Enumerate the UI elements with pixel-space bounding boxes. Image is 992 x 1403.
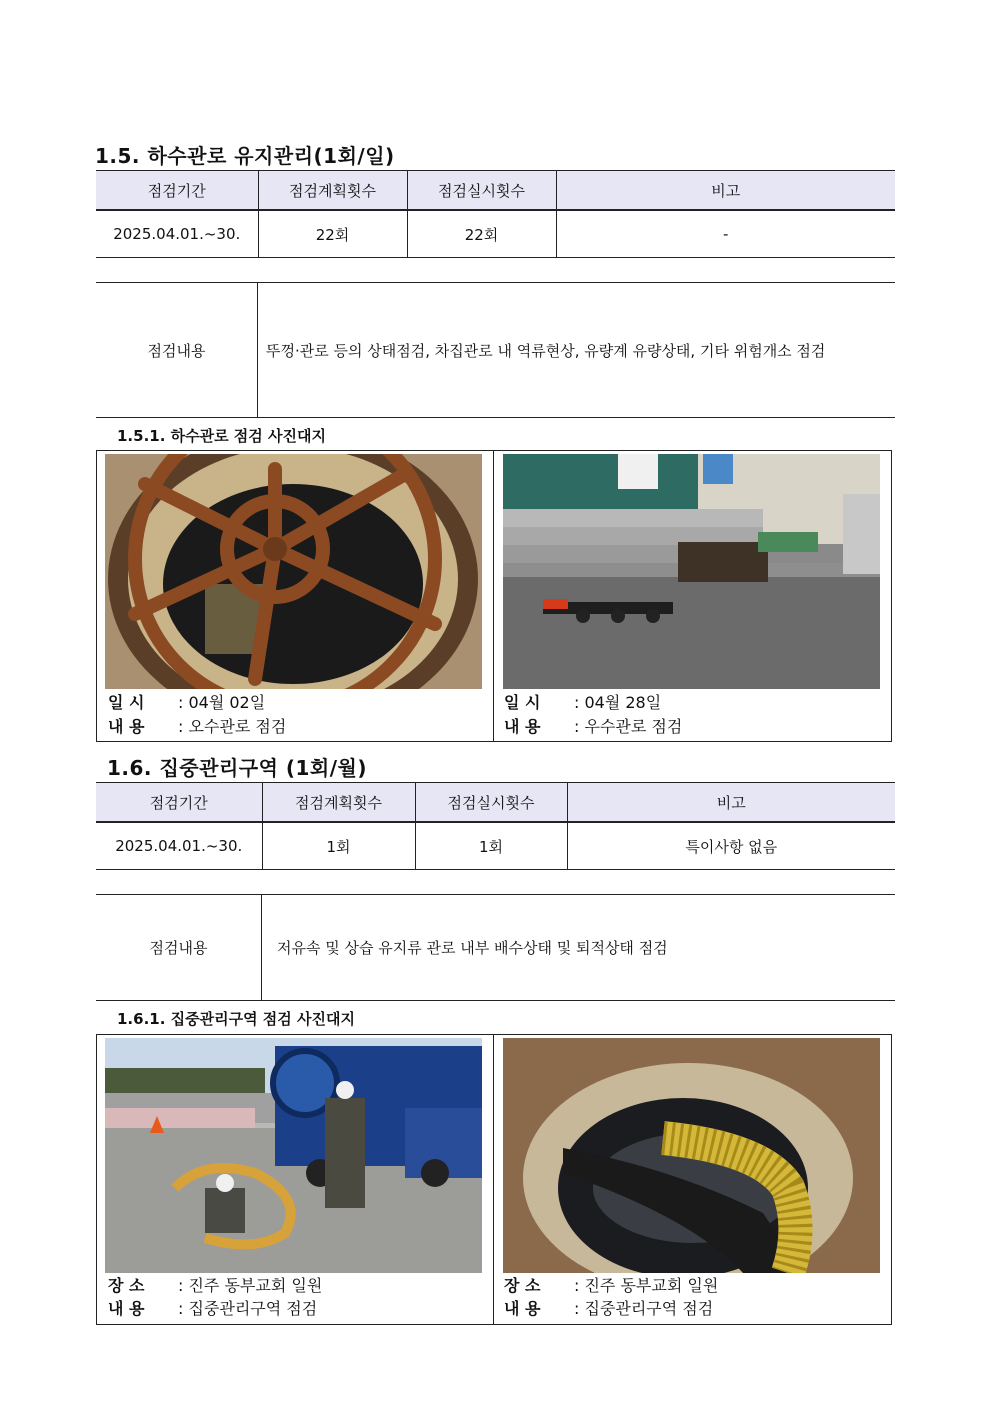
cell-planned: 22회	[258, 210, 407, 258]
caption-value: : 우수관로 점검	[574, 717, 683, 736]
col-header-done: 점검실시횟수	[415, 783, 567, 823]
photo-caption-content-2	[504, 716, 682, 738]
content-label: 점검내용	[96, 895, 262, 1000]
manhole-grate-photo	[105, 454, 482, 689]
col-header-period: 점검기간	[96, 783, 262, 823]
cell-planned: 1회	[262, 822, 415, 870]
caption-key: 장 소	[108, 1276, 145, 1295]
caption-key: 내 용	[504, 1299, 541, 1318]
inspection-content-1-6	[96, 894, 895, 1001]
caption-key: 일 시	[504, 693, 541, 712]
col-header-note: 비고	[556, 171, 895, 211]
col-header-period: 점검기간	[96, 171, 258, 211]
cell-note: 특이사항 없음	[567, 822, 895, 870]
photo-caption-date-2	[504, 692, 661, 714]
inspection-table-1-6	[96, 782, 895, 870]
inspection-content-1-5	[96, 282, 895, 418]
section-1-5-title: 1.5. 하수관로 유지관리(1회/일)	[95, 144, 395, 168]
street-robot-photo	[503, 454, 880, 689]
photo-caption-content-1	[108, 716, 286, 738]
col-header-done: 점검실시횟수	[407, 171, 556, 211]
cell-done: 1회	[415, 822, 567, 870]
section-1-5-1-title: 1.5.1. 하수관로 점검 사진대지	[117, 427, 326, 445]
photo-caption-content-3	[108, 1298, 317, 1320]
col-header-planned: 점검계획횟수	[262, 783, 415, 823]
cell-period: 2025.04.01.~30.	[96, 822, 262, 870]
photo-caption-date-1	[108, 692, 265, 714]
caption-value: : 오수관로 점검	[178, 717, 287, 736]
content-label: 점검내용	[96, 283, 258, 417]
photo-caption-content-4	[504, 1298, 713, 1320]
col-header-planned: 점검계획횟수	[258, 171, 407, 211]
caption-value: : 04월 02일	[178, 693, 266, 712]
caption-key: 일 시	[108, 693, 145, 712]
caption-value: : 진주 동부교회 일원	[178, 1276, 323, 1295]
manhole-hose-photo	[503, 1038, 880, 1273]
inspection-table-1-5	[96, 170, 895, 258]
section-1-6-title: 1.6. 집중관리구역 (1회/월)	[107, 756, 368, 780]
content-text: 뚜껑·관로 등의 상태점검, 차집관로 내 역류현상, 유량계 유량상태, 기타 위험개소 점검	[266, 341, 826, 360]
photo-caption-place-4	[504, 1275, 718, 1297]
caption-value: : 집중관리구역 점검	[178, 1299, 318, 1318]
caption-key: 내 용	[504, 717, 541, 736]
cell-done: 22회	[407, 210, 556, 258]
caption-value: : 04월 28일	[574, 693, 662, 712]
content-text: 저유속 및 상습 유지류 관로 내부 배수상태 및 퇴적상태 점검	[277, 939, 668, 957]
vacuum-truck-photo	[105, 1038, 482, 1273]
caption-key: 내 용	[108, 1299, 145, 1318]
caption-value: : 진주 동부교회 일원	[574, 1276, 719, 1295]
col-header-note: 비고	[567, 783, 895, 823]
caption-value: : 집중관리구역 점검	[574, 1299, 714, 1318]
caption-key: 내 용	[108, 717, 145, 736]
cell-note: -	[556, 210, 895, 258]
cell-period: 2025.04.01.~30.	[96, 210, 258, 258]
caption-key: 장 소	[504, 1276, 541, 1295]
photo-caption-place-3	[108, 1275, 322, 1297]
section-1-6-1-title: 1.6.1. 집중관리구역 점검 사진대지	[117, 1010, 355, 1028]
